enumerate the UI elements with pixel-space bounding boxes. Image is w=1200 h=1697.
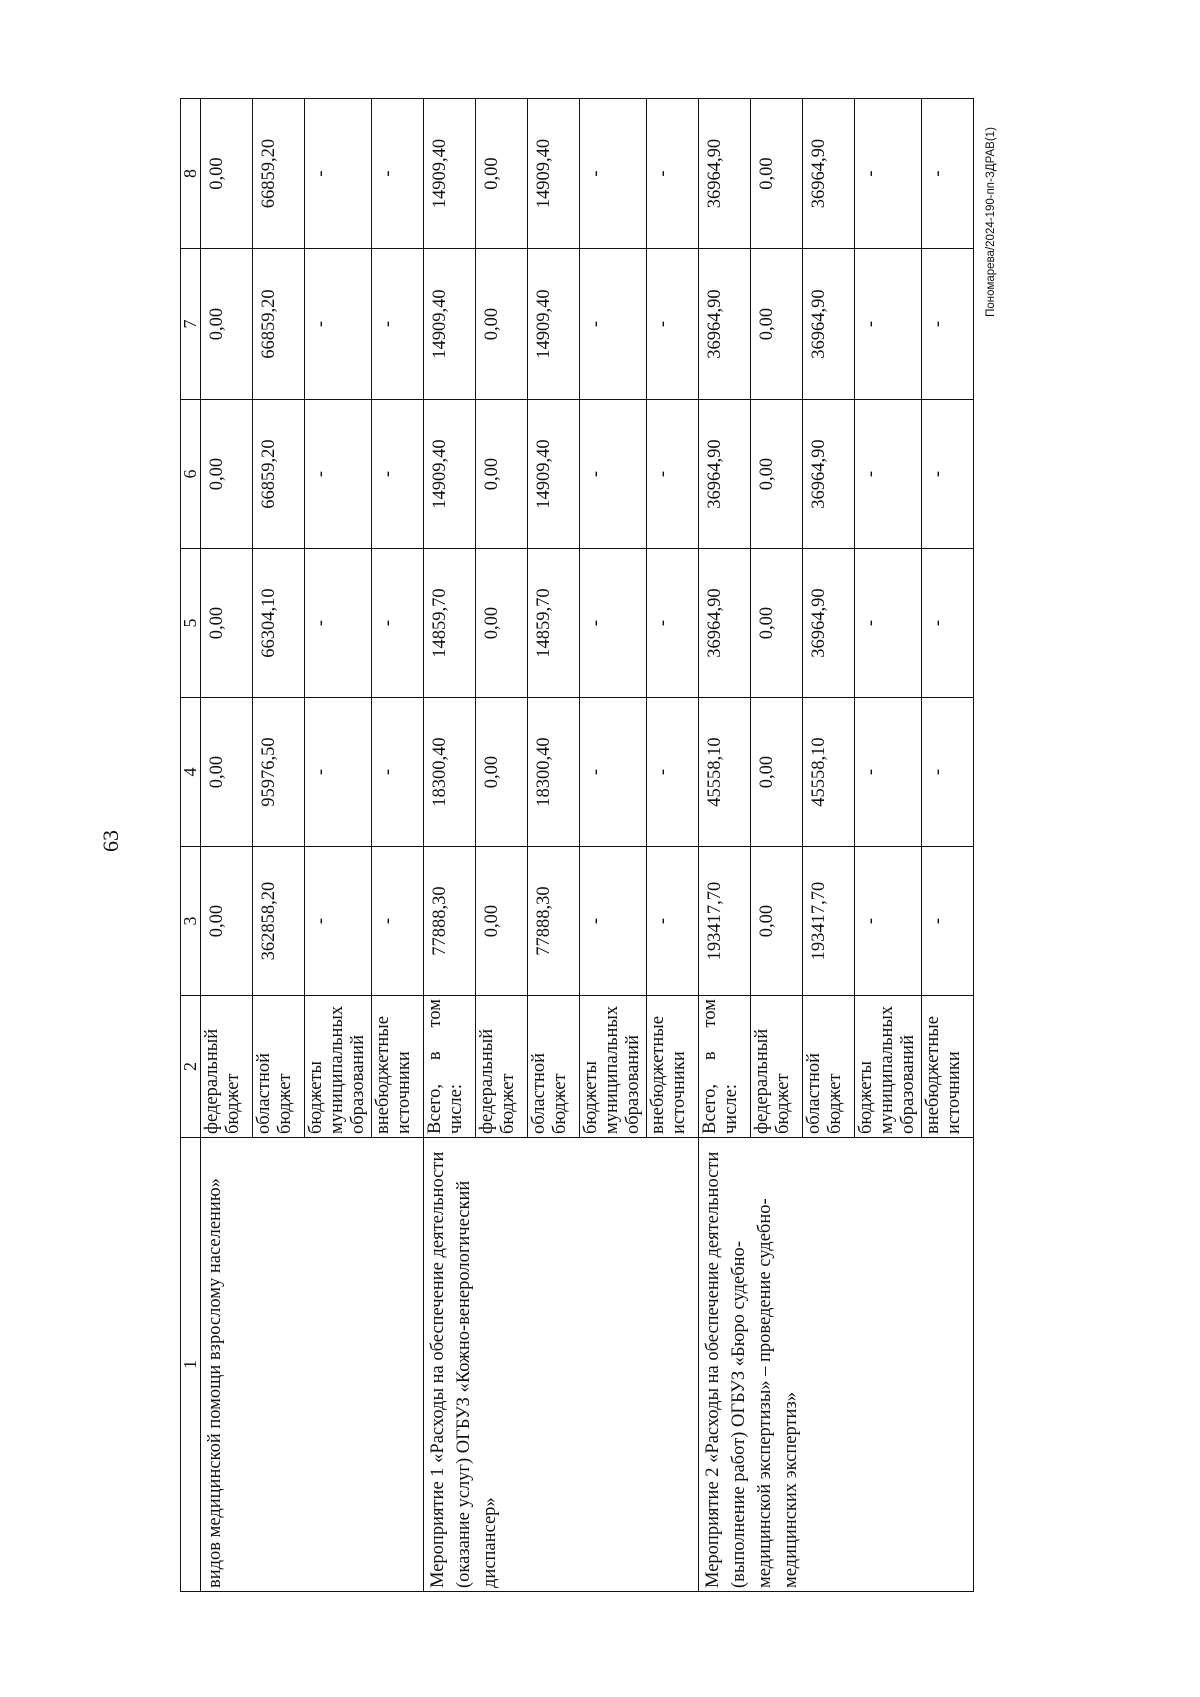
amount-cell-col-8: 0,00 [476,99,528,249]
amount-cell-col-8: 36964,90 [803,99,855,249]
budget-table [180,98,974,1592]
amount-cell-col-4: 45558,10 [803,698,855,847]
amount-cell-col-6: - [922,400,974,549]
amount-cell-col-4: - [372,698,424,847]
amount-cell-col-3: 0,00 [476,847,528,996]
amount-cell-col-6: 0,00 [751,400,803,549]
amount-cell-col-4: 0,00 [201,698,253,847]
funding-source-label: областной бюджет [803,996,855,1138]
amount-cell-col-6: 36964,90 [699,400,751,549]
funding-source-label: внебюджетные источники [922,996,974,1138]
funding-source-label: областной бюджет [253,996,305,1138]
table-header-row [181,99,201,1592]
funding-source-label: внебюджетные источники [372,996,424,1138]
column-header-3: 3 [181,847,201,996]
amount-cell-col-7: 36964,90 [803,249,855,400]
amount-cell-col-6: 0,00 [201,400,253,549]
amount-cell-col-7: - [855,249,922,400]
funding-source-label: внебюджетные источники [647,996,699,1138]
amount-cell-col-7: 0,00 [476,249,528,400]
amount-cell-col-6: 66859,20 [253,400,305,549]
amount-cell-col-5: 36964,90 [699,549,751,698]
amount-cell-col-6: - [580,400,647,549]
amount-cell-col-5: 0,00 [476,549,528,698]
amount-cell-col-7: - [305,249,372,400]
amount-cell-col-6: - [305,400,372,549]
amount-cell-col-3: 193417,70 [699,847,751,996]
amount-cell-col-3: 193417,70 [803,847,855,996]
amount-cell-col-8: - [647,99,699,249]
amount-cell-col-5: 14859,70 [424,549,476,698]
amount-cell-col-8: 36964,90 [699,99,751,249]
funding-source-label: Всего, в том числе: [699,996,751,1138]
amount-cell-col-8: - [305,99,372,249]
amount-cell-col-7: 14909,40 [424,249,476,400]
column-header-1: 1 [181,1138,201,1592]
amount-cell-col-4: 0,00 [751,698,803,847]
amount-cell-col-4: 18300,40 [528,698,580,847]
amount-cell-col-5: 0,00 [201,549,253,698]
amount-cell-col-6: - [647,400,699,549]
table-row [424,99,476,1592]
amount-cell-col-5: - [580,549,647,698]
amount-cell-col-7: 66859,20 [253,249,305,400]
amount-cell-col-3: 0,00 [201,847,253,996]
table-row [699,99,751,1592]
amount-cell-col-4: 18300,40 [424,698,476,847]
funding-source-label: федеральный бюджет [751,996,803,1138]
amount-cell-col-7: 14909,40 [528,249,580,400]
amount-cell-col-5: - [647,549,699,698]
activity-name-cell: Мероприятие 1 «Расходы на обеспечение деятельности (оказание услуг) ОГБУЗ «Кожно-венерологический диспансер» [424,1138,699,1592]
amount-cell-col-4: 0,00 [476,698,528,847]
amount-cell-col-8: 0,00 [201,99,253,249]
amount-cell-col-5: 36964,90 [803,549,855,698]
amount-cell-col-6: 36964,90 [803,400,855,549]
table-row [201,99,253,1592]
amount-cell-col-4: - [922,698,974,847]
amount-cell-col-4: 95976,50 [253,698,305,847]
amount-cell-col-7: - [580,249,647,400]
amount-cell-col-5: - [305,549,372,698]
amount-cell-col-4: 45558,10 [699,698,751,847]
amount-cell-col-5: 66304,10 [253,549,305,698]
amount-cell-col-4: - [855,698,922,847]
funding-source-label: бюджеты муниципальных образований [305,996,372,1138]
column-header-4: 4 [181,698,201,847]
activity-name-cell: Мероприятие 2 «Расходы на обеспечение деятельности (выполнение работ) ОГБУЗ «Бюро судебно-медицинской экспертизы» – проведение судебно-медицинских экспертиз» [699,1138,974,1592]
amount-cell-col-4: - [647,698,699,847]
funding-source-label: федеральный бюджет [201,996,253,1138]
column-header-8: 8 [181,99,201,249]
amount-cell-col-8: - [372,99,424,249]
budget-table-body [181,99,974,1592]
amount-cell-col-8: - [922,99,974,249]
column-header-2: 2 [181,996,201,1138]
amount-cell-col-5: - [372,549,424,698]
amount-cell-col-7: - [372,249,424,400]
amount-cell-col-6: - [372,400,424,549]
funding-source-label: Всего, в том числе: [424,996,476,1138]
amount-cell-col-6: 0,00 [476,400,528,549]
rotated-table-container [180,99,1066,1592]
amount-cell-col-4: - [305,698,372,847]
amount-cell-col-3: 0,00 [751,847,803,996]
amount-cell-col-4: - [580,698,647,847]
amount-cell-col-5: 0,00 [751,549,803,698]
funding-source-label: областной бюджет [528,996,580,1138]
amount-cell-col-7: - [647,249,699,400]
amount-cell-col-7: 0,00 [751,249,803,400]
funding-source-label: бюджеты муниципальных образований [580,996,647,1138]
column-header-6: 6 [181,400,201,549]
amount-cell-col-8: - [855,99,922,249]
amount-cell-col-7: 36964,90 [699,249,751,400]
page-number: 63 [98,830,123,852]
amount-cell-col-5: 14859,70 [528,549,580,698]
amount-cell-col-5: - [922,549,974,698]
amount-cell-col-3: - [855,847,922,996]
document-footer: Пономарева/2024-190-пп-ЗДРАВ(1) [985,127,997,317]
amount-cell-col-8: 0,00 [751,99,803,249]
amount-cell-col-7: 0,00 [201,249,253,400]
amount-cell-col-3: 362858,20 [253,847,305,996]
amount-cell-col-6: - [855,400,922,549]
funding-source-label: бюджеты муниципальных образований [855,996,922,1138]
amount-cell-col-6: 14909,40 [424,400,476,549]
funding-source-label: федеральный бюджет [476,996,528,1138]
amount-cell-col-3: 77888,30 [528,847,580,996]
amount-cell-col-3: - [305,847,372,996]
activity-name-cell: видов медицинской помощи взрослому населению» [201,1138,424,1592]
column-header-7: 7 [181,249,201,400]
amount-cell-col-5: - [855,549,922,698]
amount-cell-col-8: 66859,20 [253,99,305,249]
amount-cell-col-3: - [580,847,647,996]
amount-cell-col-3: - [647,847,699,996]
amount-cell-col-7: - [922,249,974,400]
amount-cell-col-8: 14909,40 [424,99,476,249]
amount-cell-col-8: - [580,99,647,249]
amount-cell-col-3: - [922,847,974,996]
column-header-5: 5 [181,549,201,698]
amount-cell-col-3: 77888,30 [424,847,476,996]
amount-cell-col-8: 14909,40 [528,99,580,249]
amount-cell-col-6: 14909,40 [528,400,580,549]
amount-cell-col-3: - [372,847,424,996]
